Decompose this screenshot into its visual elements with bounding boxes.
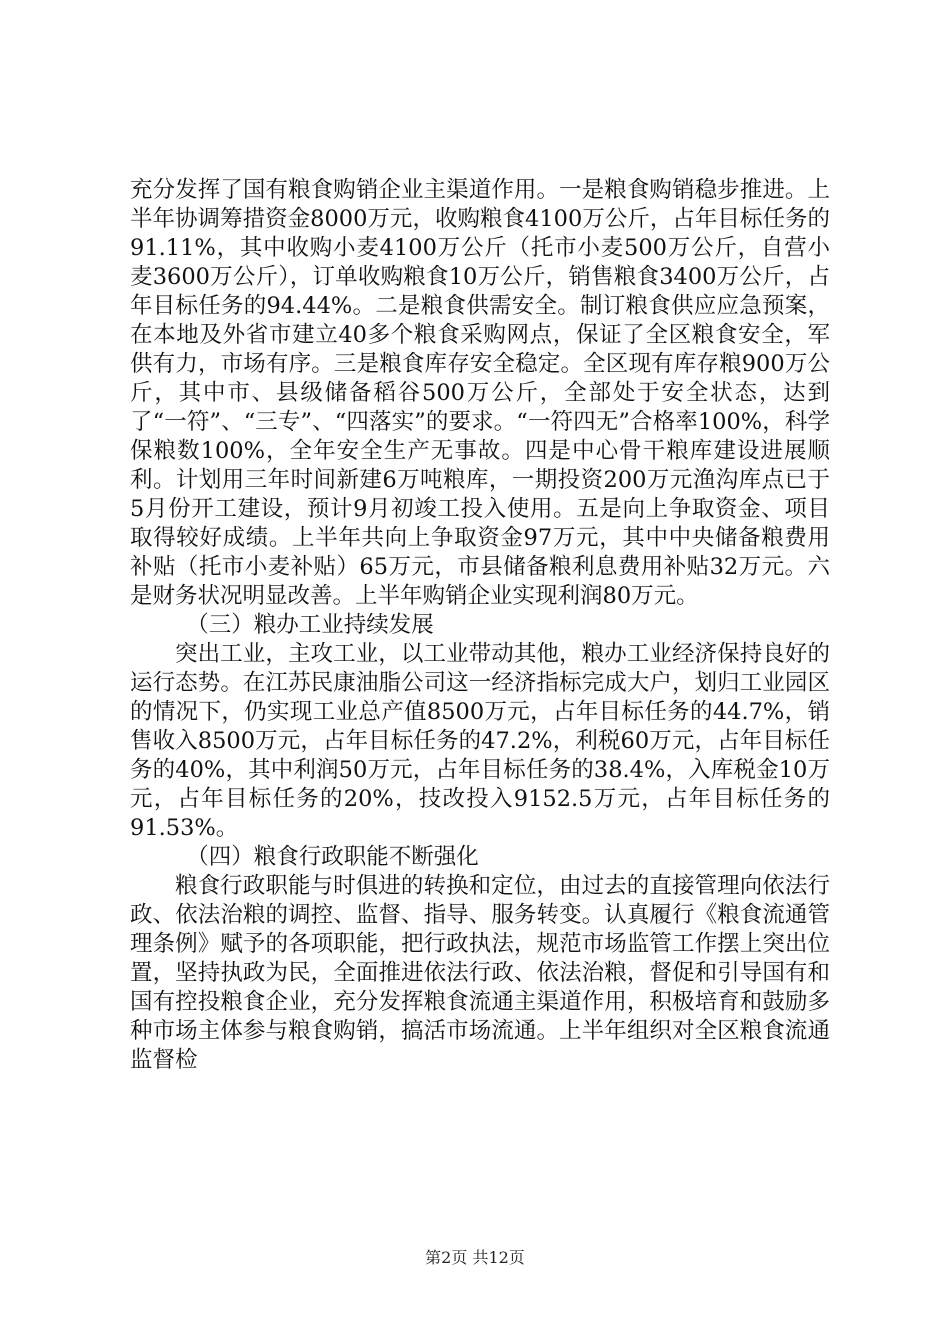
- document-body: [130, 176, 830, 1075]
- paragraph-administration: 粮食行政职能与时俱进的转换和定位，由过去的直接管理向依法行政、依法治粮的调控、监督、指导、服务转变。认真履行《粮食流通管理条例》赋予的各项职能，把行政执法，规范市场监管工作摆上突出位置，坚持执政为民，全面推进依法行政、依法治粮，督促和引导国有和国有控投粮食企业，充分发挥粮食流通主渠道作用，积极培育和鼓励多种市场主体参与粮食购销，搞活市场流通。上半年组织对全区粮食流通监督检: [130, 873, 830, 1073]
- paragraph-industry: 突出工业，主攻工业，以工业带动其他，粮办工业经济保持良好的运行态势。在江苏民康油脂公司这一经济指标完成大户，划归工业园区的情况下，仍实现工业总产值8500万元，占年目标任务的44.7%，销售收入8500万元，占年目标任务的47.2%，利税60万元，占年目标任务的40%，其中利润50万元，占年目标任务的38.4%，入库税金10万元，占年目标任务的20%，技改投入9152.5万元，占年目标任务的91.53%。: [130, 641, 830, 841]
- section-heading-3: （三）粮办工业持续发展: [186, 612, 434, 638]
- section-heading-4: （四）粮食行政职能不断强化: [186, 844, 479, 870]
- page-footer: 第2页 共12页: [425, 1248, 525, 1267]
- paragraph-continuation: 充分发挥了国有粮食购销企业主渠道作用。一是粮食购销稳步推进。上半年协调筹措资金8000万元，收购粮食4100万公斤，占年目标任务的91.11%，其中收购小麦4100万公斤（托市小麦500万公斤，自营小麦3600万公斤），订单收购粮食10万公斤，销售粮食3400万公斤，占年目标任务的94.44%。二是粮食供需安全。制订粮食供应应急预案，在本地及外省市建立40多个粮食采购网点，保证了全区粮食安全，军供有力，市场有序。三是粮食库存安全稳定。全区现有库存粮900万公斤，其中市、县级储备稻谷500万公斤，全部处于安全状态，达到了“一符”、“三专”、“四落实”的要求。“一符四无”合格率100%，科学保粮数100%，全年安全生产无事故。四是中心骨干粮库建设进展顺利。计划用三年时间新建6万吨粮库，一期投资200万元渔沟库点已于5月份开工建设，预计9月初竣工投入使用。五是向上争取资金、项目取得较好成绩。上半年共向上争取资金97万元，其中中央储备粮费用补贴（托市小麦补贴）65万元，市县储备粮利息费用补贴32万元。六是财务状况明显改善。上半年购销企业实现利润80万元。: [130, 177, 830, 609]
